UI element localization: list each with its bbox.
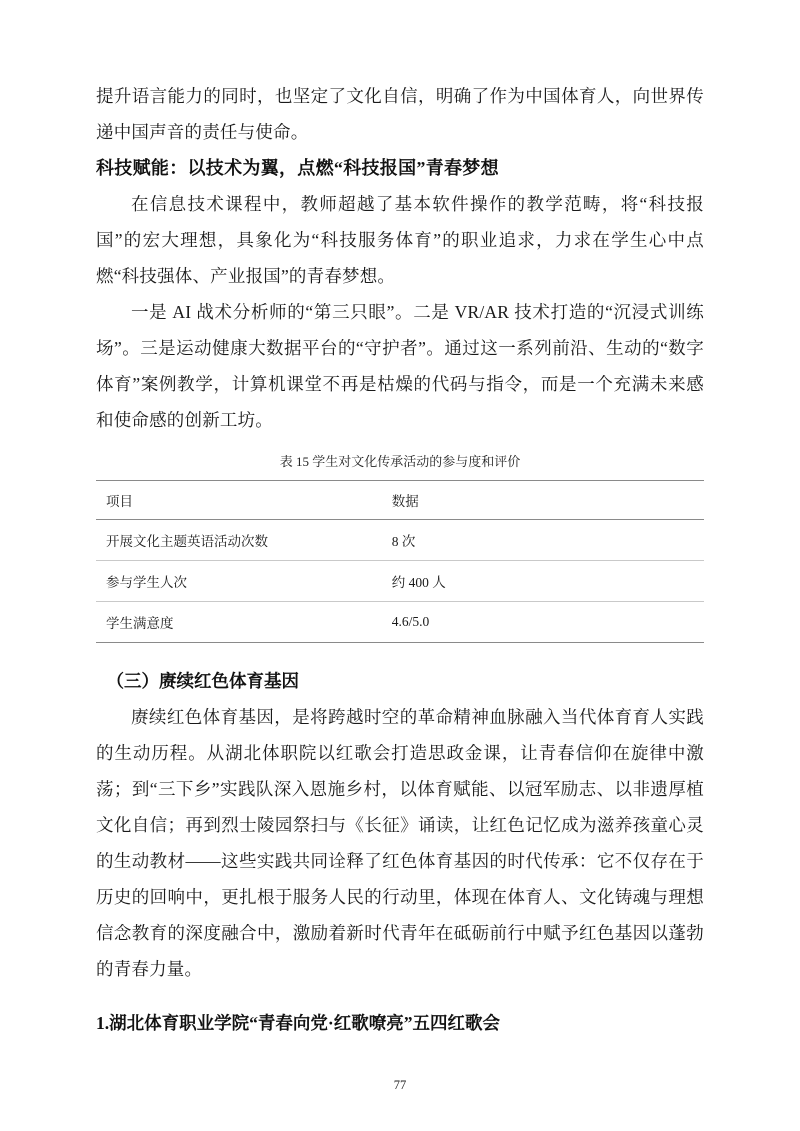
table-cell-item: 参与学生人次 (96, 561, 382, 602)
section-heading-technology: 科技赋能：以技术为翼，点燃“科技报国”青春梦想 (96, 158, 499, 178)
table-cell-item: 学生满意度 (96, 602, 382, 643)
table-cell-data: 4.6/5.0 (382, 602, 704, 643)
spacer (96, 987, 704, 1005)
table-block-culture-participation (96, 452, 704, 643)
table-header-item: 项目 (96, 481, 382, 520)
page-content (96, 78, 704, 1041)
table-header-data: 数据 (382, 481, 704, 520)
table-header-row (96, 481, 704, 520)
paragraph-opening: 提升语言能力的同时，也坚定了文化自信，明确了作为中国体育人，向世界传递中国声音的责任与使命。 (96, 86, 704, 142)
table-row (96, 602, 704, 643)
table-cell-data: 8 次 (382, 520, 704, 561)
table-row (96, 520, 704, 561)
table-body (96, 520, 704, 643)
data-table (96, 480, 704, 643)
table-row (96, 561, 704, 602)
paragraph-technology-intro: 在信息技术课程中，教师超越了基本软件操作的教学范畴，将“科技报国”的宏大理想，具象化为“科技服务体育”的职业追求，力求在学生心中点燃“科技强体、产业报国”的青春梦想。 (96, 194, 704, 286)
section-heading-red-song-concert: 1.湖北体育职业学院“青春向党·红歌嘹亮”五四红歌会 (96, 1013, 500, 1033)
paragraph-red-genes: 赓续红色体育基因，是将跨越时空的革命精神血脉融入当代体育育人实践的生动历程。从湖北体职院以红歌会打造思政金课，让青春信仰在旋律中激荡；到“三下乡”实践队深入恩施乡村，以体育赋能、以冠军励志、以非遗厚植文化自信；再到烈士陵园祭扫与《长征》诵读，让红色记忆成为滋养孩童心灵的生动教材——这些实践共同诠释了红色体育基因的时代传承：它不仅存在于历史的回响中，更扎根于服务人民的行动里，体现在体育人、文化铸魂与理想信念教育的深度融合中，激励着新时代青年在砥砺前行中赋予红色基因以蓬勃的青春力量。 (96, 707, 704, 979)
table-cell-item: 开展文化主题英语活动次数 (96, 520, 382, 561)
table-caption: 表 15 学生对文化传承活动的参与度和评价 (279, 454, 521, 469)
page-number: 77 (393, 1078, 407, 1092)
table-cell-data: 约 400 人 (382, 561, 704, 602)
section-heading-red-genes: （三）赓续红色体育基因 (106, 671, 299, 691)
table-header (96, 481, 704, 520)
spacer (96, 653, 704, 663)
paragraph-technology-examples: 一是 AI 战术分析师的“第三只眼”。二是 VR/AR 技术打造的“沉浸式训练场”。三是运动健康大数据平台的“守护者”。通过这一系列前沿、生动的“数字体育”案例教学，计算机课堂不再是枯燥的代码与指令，而是一个充满未来感和使命感的创新工坊。 (96, 302, 704, 430)
